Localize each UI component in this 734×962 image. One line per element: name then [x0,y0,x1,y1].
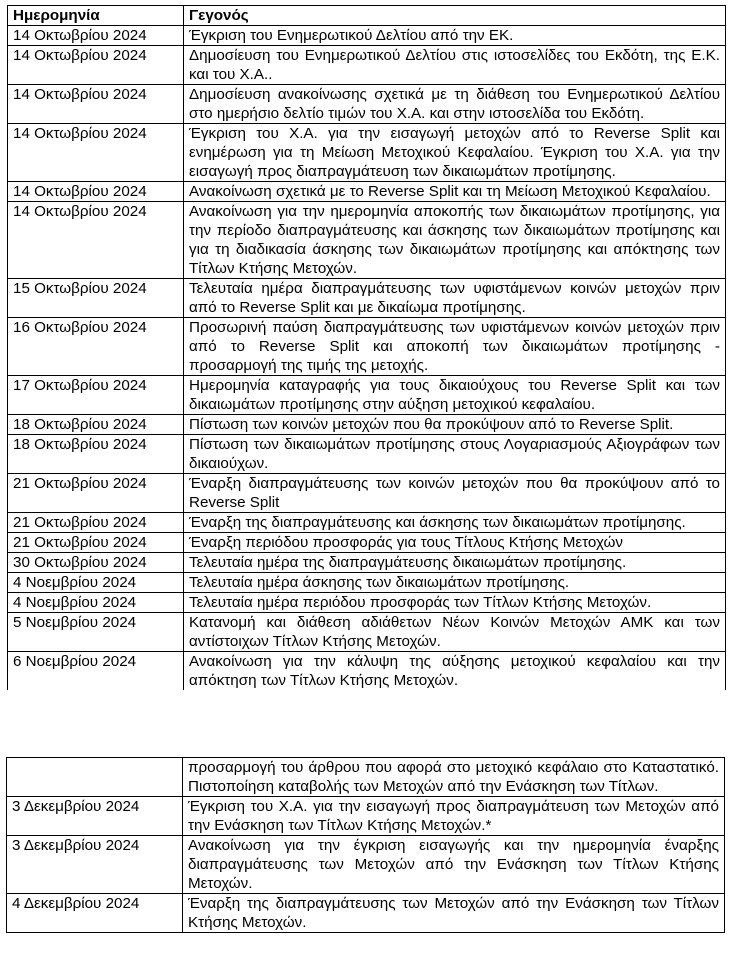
table-row [8,474,726,513]
table-row [7,758,725,797]
event-cell: Έγκριση του Ενημερωτικού Δελτίου από την ΕΚ. [184,26,726,46]
table-row [7,894,725,933]
event-cell: Έγκριση του Χ.Α. για την εισαγωγή προς διαπραγμάτευση των Μετοχών από την Ενάσκηση των Τίτλων Κτήσης Μετοχών.* [183,797,725,836]
column-header-date: Ημερομηνία [8,6,184,26]
date-cell: 30 Οκτωβρίου 2024 [8,553,184,573]
event-cell: Έναρξη διαπραγμάτευσης των κοινών μετοχών που θα προκύψουν από το Reverse Split [184,474,726,513]
date-cell: 14 Οκτωβρίου 2024 [8,182,184,202]
date-cell [7,758,183,797]
date-cell: 14 Οκτωβρίου 2024 [8,85,184,124]
table-row [8,415,726,435]
event-cell: Πίστωση των κοινών μετοχών που θα προκύψουν από το Reverse Split. [184,415,726,435]
table-row [8,593,726,613]
date-cell: 18 Οκτωβρίου 2024 [8,415,184,435]
date-cell: 3 Δεκεμβρίου 2024 [7,797,183,836]
timeline-table-continuation [6,757,725,933]
event-cell: Τελευταία ημέρα περιόδου προσφοράς των Τίτλων Κτήσης Μετοχών. [184,593,726,613]
date-cell: 21 Οκτωβρίου 2024 [8,474,184,513]
table-row [8,85,726,124]
event-cell: Έναρξη της διαπραγμάτευσης και άσκησης των δικαιωμάτων προτίμησης. [184,513,726,533]
date-cell: 21 Οκτωβρίου 2024 [8,513,184,533]
event-cell: Έναρξη της διαπραγμάτευσης των Μετοχών από την Ενάσκηση των Τίτλων Κτήσης Μετοχών. [183,894,725,933]
table-row [8,46,726,85]
event-cell: Προσωρινή παύση διαπραγμάτευσης των υφιστάμενων κοινών μετοχών πριν από το Reverse Split και αποκοπή των δικαιωμάτων προτίμησης - προσαρμογή της τιμής της μετοχής. [184,318,726,376]
table-row [8,513,726,533]
table-row [8,182,726,202]
event-cell: προσαρμογή του άρθρου που αφορά στο μετοχικό κεφάλαιο στο Καταστατικό. Πιστοποίηση καταβολής των Μετοχών από την Ενάσκηση των Τίτλων. [183,758,725,797]
column-header-event: Γεγονός [184,6,726,26]
table-row [8,435,726,474]
table-row [7,797,725,836]
event-cell: Ανακοίνωση για την έγκριση εισαγωγής και την ημερομηνία έναρξης διαπραγμάτευσης των Μετοχών από την Ενάσκηση των Τίτλων Κτήσης Μετοχών. [183,836,725,894]
table-row [8,318,726,376]
date-cell: 4 Νοεμβρίου 2024 [8,573,184,593]
date-cell: 21 Οκτωβρίου 2024 [8,533,184,553]
table-row [8,553,726,573]
date-cell: 6 Νοεμβρίου 2024 [8,652,184,691]
date-cell: 14 Οκτωβρίου 2024 [8,124,184,182]
date-cell: 14 Οκτωβρίου 2024 [8,46,184,85]
event-cell: Έγκριση του Χ.Α. για την εισαγωγή μετοχών από το Reverse Split και ενημέρωση για τη Μείωση Μετοχικού Κεφαλαίου. Έγκριση του Χ.Α. για την εισαγωγή προς διαπραγμάτευση των δικαιωμάτων προτίμησης. [184,124,726,182]
event-cell: Πίστωση των δικαιωμάτων προτίμησης στους Λογαριασμούς Αξιογράφων των δικαιούχων. [184,435,726,474]
event-cell: Ημερομηνία καταγραφής για τους δικαιούχους του Reverse Split και των δικαιωμάτων προτίμησης στην αύξηση μετοχικού κεφαλαίου. [184,376,726,415]
date-cell: 18 Οκτωβρίου 2024 [8,435,184,474]
event-cell: Τελευταία ημέρα της διαπραγμάτευσης δικαιωμάτων προτίμησης. [184,553,726,573]
event-cell: Έναρξη περιόδου προσφοράς για τους Τίτλους Κτήσης Μετοχών [184,533,726,553]
event-cell: Κατανομή και διάθεση αδιάθετων Νέων Κοινών Μετοχών ΑΜΚ και των αντίστοιχων Τίτλων Κτήσης Μετοχών. [184,613,726,652]
event-cell: Δημοσίευση ανακοίνωσης σχετικά με τη διάθεση του Ενημερωτικού Δελτίου στο ημερήσιο δελτίο τιμών του Χ.Α. και στην ιστοσελίδα του Εκδότη. [184,85,726,124]
table-row [8,573,726,593]
event-cell: Ανακοίνωση σχετικά με το Reverse Split και τη Μείωση Μετοχικού Κεφαλαίου. [184,182,726,202]
event-cell: Δημοσίευση του Ενημερωτικού Δελτίου στις ιστοσελίδες του Εκδότη, της Ε.Κ. και του Χ.Α.. [184,46,726,85]
table-row [8,202,726,279]
table-row [8,279,726,318]
table-row [7,836,725,894]
date-cell: 17 Οκτωβρίου 2024 [8,376,184,415]
event-cell: Ανακοίνωση για την κάλυψη της αύξησης μετοχικού κεφαλαίου και την απόκτηση των Τίτλων Κτήσης Μετοχών. [184,652,726,691]
date-cell: 3 Δεκεμβρίου 2024 [7,836,183,894]
table-row [8,652,726,691]
table-row [8,613,726,652]
table-row [8,376,726,415]
date-cell: 14 Οκτωβρίου 2024 [8,26,184,46]
timeline-table [7,5,726,690]
date-cell: 14 Οκτωβρίου 2024 [8,202,184,279]
event-cell: Ανακοίνωση για την ημερομηνία αποκοπής των δικαιωμάτων προτίμησης, για την περίοδο διαπραγμάτευσης και άσκησης των δικαιωμάτων προτίμησης και για τη διαδικασία άσκησης των δικαιωμάτων προτίμησης και απόκτησης των Τίτλων Κτήσης Μετοχών. [184,202,726,279]
date-cell: 15 Οκτωβρίου 2024 [8,279,184,318]
date-cell: 4 Δεκεμβρίου 2024 [7,894,183,933]
date-cell: 16 Οκτωβρίου 2024 [8,318,184,376]
table-row [8,533,726,553]
date-cell: 4 Νοεμβρίου 2024 [8,593,184,613]
event-cell: Τελευταία ημέρα διαπραγμάτευσης των υφιστάμενων κοινών μετοχών πριν από το Reverse Split και με δικαίωμα προτίμησης. [184,279,726,318]
date-cell: 5 Νοεμβρίου 2024 [8,613,184,652]
event-cell: Τελευταία ημέρα άσκησης των δικαιωμάτων προτίμησης. [184,573,726,593]
table-row [8,26,726,46]
table-row [8,124,726,182]
table-header-row [8,6,726,26]
